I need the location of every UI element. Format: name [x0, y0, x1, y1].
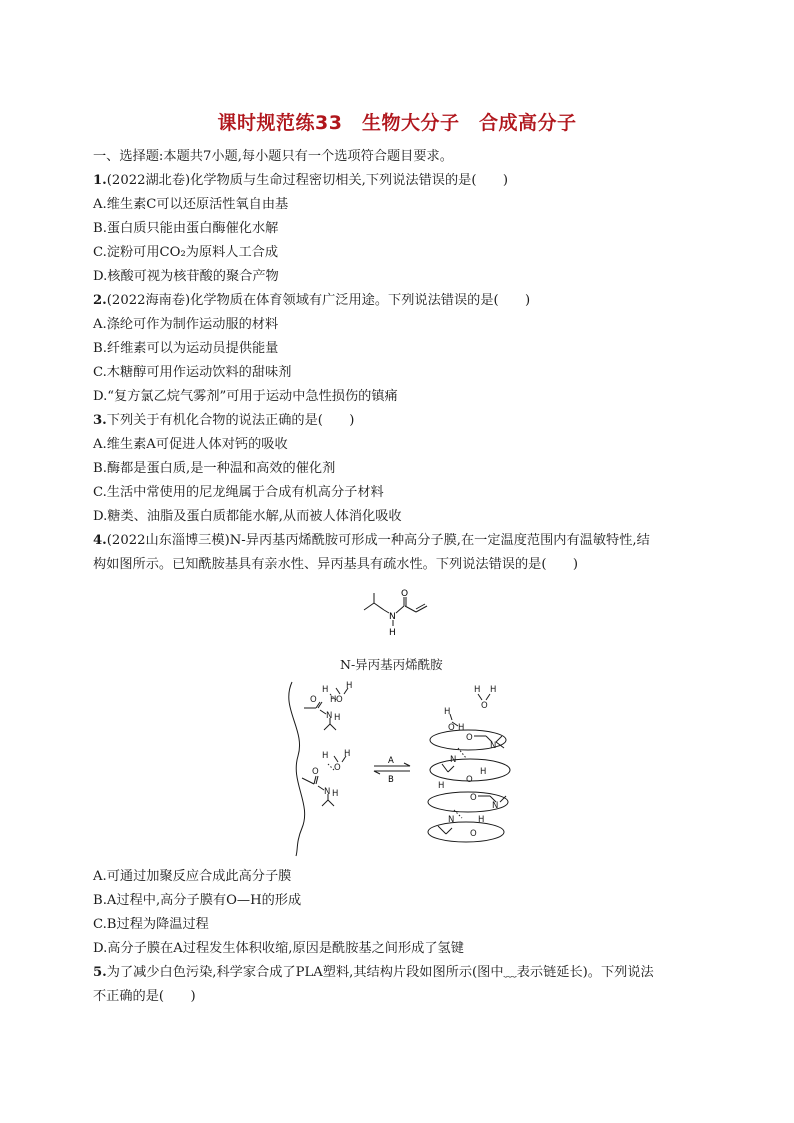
option-1c: C.淀粉可用CO₂为原料人工合成	[93, 245, 279, 260]
option-4a: A.可通过加聚反应合成此高分子膜	[93, 869, 292, 884]
atom-label: N	[326, 711, 333, 721]
question-2	[93, 292, 530, 310]
atom-label: N	[324, 787, 331, 797]
option-1d: D.核酸可视为核苷酸的聚合产物	[93, 269, 279, 284]
polymer-backbone	[289, 682, 305, 856]
atom-label: H	[478, 815, 485, 825]
atom-label: H	[330, 695, 337, 705]
atom-label: O	[448, 723, 455, 733]
molecule-caption: N-异丙基丙烯酰胺	[340, 657, 443, 672]
atom-n: N	[389, 612, 396, 622]
question-3	[93, 412, 354, 430]
question-number: 4.	[93, 533, 107, 548]
question-4	[93, 532, 650, 550]
option-2a: A.涤纶可作为制作运动服的材料	[93, 317, 279, 332]
question-number: 2.	[93, 293, 107, 308]
arrow-label-b: B	[388, 775, 394, 785]
question-number: 1.	[93, 173, 107, 188]
question-stem: 为了减少白色污染,科学家合成了PLA塑料,其结构片段如图所示(图中﹏表示链延长)。下列说法	[106, 965, 654, 980]
atom-label: N	[490, 741, 497, 751]
atom-label: O	[466, 733, 473, 743]
option-4b: B.A过程中,高分子膜有O—H的形成	[93, 893, 302, 908]
molecule-structure	[360, 585, 440, 641]
option-4d: D.高分子膜在A过程发生体积收缩,原因是酰胺基之间形成了氢键	[93, 941, 464, 956]
atom-label: H	[458, 723, 465, 733]
question-1	[93, 172, 508, 190]
atom-label: O	[312, 767, 319, 777]
option-1b: B.蛋白质只能由蛋白酶催化水解	[93, 221, 279, 236]
polymer-diagram	[278, 678, 528, 858]
question-number: 5.	[93, 965, 107, 980]
atom-label: H	[344, 749, 351, 759]
option-3b: B.酶都是蛋白质,是一种温和高效的催化剂	[93, 461, 336, 476]
question-4-continued: 构如图所示。已知酰胺基具有亲水性、异丙基具有疏水性。下列说法错误的是( )	[93, 557, 579, 572]
atom-label: H	[490, 685, 497, 695]
atom-label: N	[492, 801, 499, 811]
question-5	[93, 964, 654, 982]
option-3d: D.糖类、油脂及蛋白质都能水解,从而被人体消化吸收	[93, 509, 402, 524]
atom-label: H	[332, 789, 339, 799]
atom-label: O	[336, 695, 343, 705]
atom-label: O	[310, 695, 317, 705]
option-3a: A.维生素A可促进人体对钙的吸收	[93, 437, 288, 452]
atom-label: O	[481, 701, 488, 711]
atom-label: H	[322, 685, 329, 695]
atom-label: H	[474, 685, 481, 695]
atom-label: H	[322, 751, 329, 761]
atom-label: H	[444, 707, 451, 717]
atom-label: O	[470, 793, 477, 803]
page-title: 课时规范练33 生物大分子 合成高分子	[217, 112, 577, 134]
section-heading: 一、选择题:本题共7小题,每小题只有一个选项符合题目要求。	[93, 149, 453, 164]
option-2b: B.纤维素可以为运动员提供能量	[93, 341, 279, 356]
option-2c: C.木糖醇可用作运动饮料的甜味剂	[93, 365, 292, 380]
atom-label: H	[334, 713, 341, 723]
question-stem: (2022海南卷)化学物质在体育领域有广泛用途。下列说法错误的是( )	[106, 293, 531, 308]
arrow-label-a: A	[388, 756, 394, 766]
question-stem: (2022山东淄博三模)N-异丙基丙烯酰胺可形成一种高分子膜,在一定温度范围内有温敏特性,结	[106, 533, 650, 548]
question-stem: (2022湖北卷)化学物质与生命过程密切相关,下列说法错误的是( )	[106, 173, 508, 188]
option-2d: D.“复方氯乙烷气雾剂”可用于运动中急性损伤的镇痛	[93, 389, 398, 404]
option-3c: C.生活中常使用的尼龙绳属于合成有机高分子材料	[93, 485, 384, 500]
atom-o: O	[401, 589, 409, 599]
question-number: 3.	[93, 413, 107, 428]
atom-label: H	[346, 681, 353, 691]
atom-label: H	[480, 767, 487, 777]
atom-label: O	[470, 829, 477, 839]
question-5-continued: 不正确的是( )	[93, 989, 196, 1004]
atom-label: O	[466, 775, 473, 785]
option-1a: A.维生素C可以还原活性氧自由基	[93, 197, 289, 212]
atom-label: N	[448, 815, 455, 825]
question-stem: 下列关于有机化合物的说法正确的是( )	[106, 413, 355, 428]
option-4c: C.B过程为降温过程	[93, 917, 209, 932]
atom-label: N	[450, 755, 457, 765]
atom-label: H	[438, 781, 445, 791]
atom-h: H	[389, 628, 396, 638]
atom-label: O	[334, 763, 341, 773]
